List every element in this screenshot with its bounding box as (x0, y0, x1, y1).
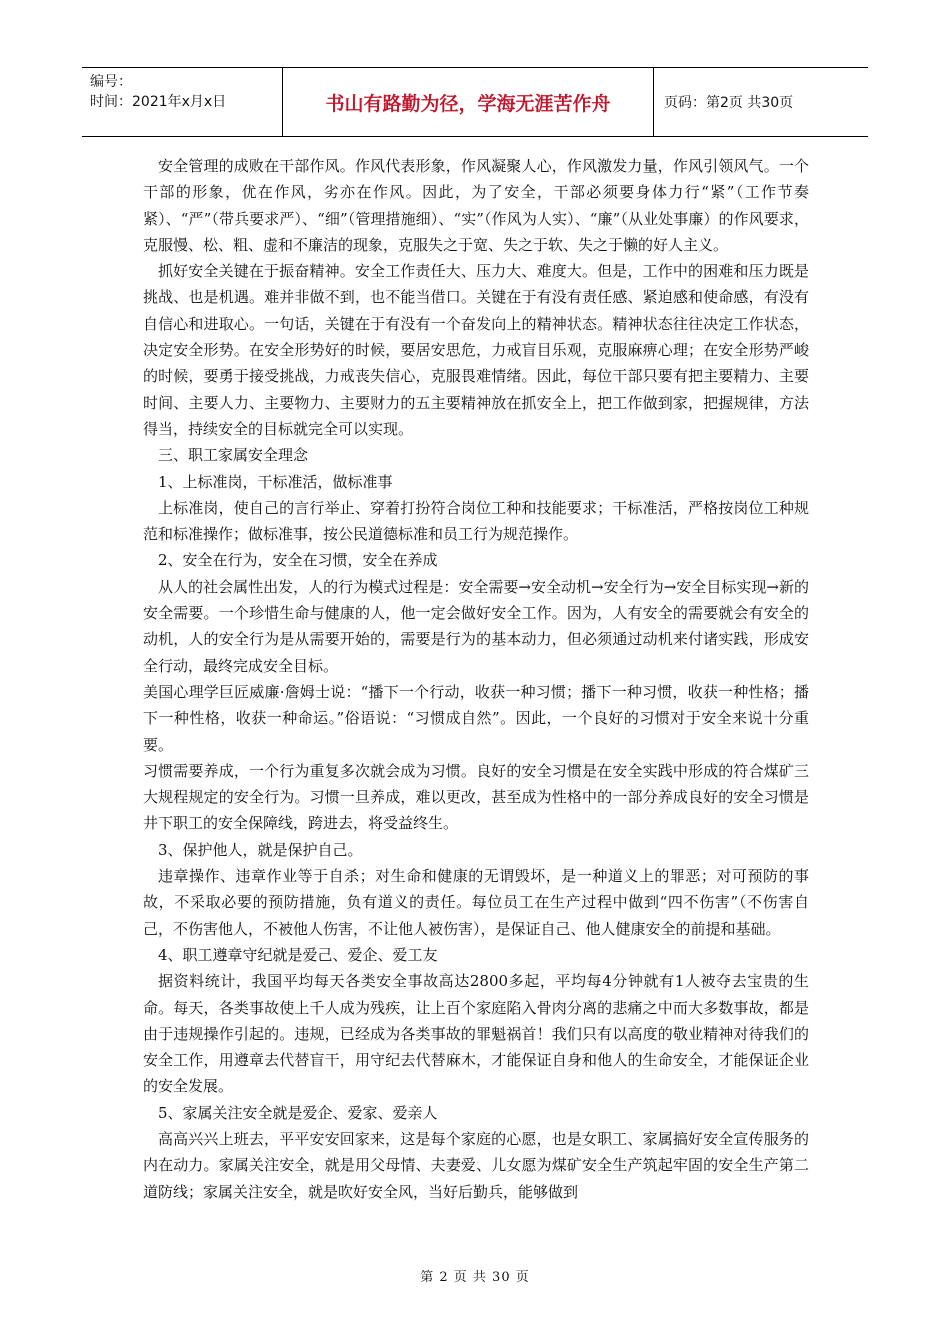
paragraph: 美国心理学巨匠威廉·詹姆士说：“播下一个行动，收获一种习惯；播下一种习惯，收获一种性格；播下一种性格，收获一种命运。”俗语说：“习惯成自然”。因此，一个良好的习惯对于安全来说十分重要。 (143, 682, 809, 754)
paragraph: 安全管理的成败在干部作风。作风代表形象，作风凝聚人心，作风激发力量，作风引领风气。一个干部的形象，优在作风，劣亦在作风。因此，为了安全，干部必须要身体力行“紧”（工作节奏紧）、“严”（带兵要求严）、“细”（管理措施细）、“实”（作风为人实）、“廉”（从业处事廉）的作风要求，克服慢、松、粗、虚和不廉洁的现象，克服失之于宽、失之于软、失之于懒的好人主义。 (143, 157, 809, 254)
page-footer: 第 2 页 共 30 页 (420, 1270, 530, 1285)
subsection-heading: 3、保护他人，就是保护自己。 (158, 840, 363, 859)
header-page-info: 页码：第2页 共30页 (664, 95, 794, 111)
paragraph: 高高兴兴上班去，平平安安回家来，这是每个家庭的心愿，也是女职工、家属搞好安全宣传服务的内在动力。家属关注安全，就是用父母情、夫妻爱、儿女愿为煤矿安全生产筑起牢固的安全生产第二道防线；家属关注安全，就是吹好安全风，当好后勤兵，能够做到 (143, 1129, 809, 1201)
header-motto: 书山有路勤为径，学海无涯苦作舟 (283, 68, 654, 136)
subsection-heading: 4、职工遵章守纪就是爱己、爱企、爱工友 (158, 945, 438, 964)
header-meta (82, 68, 283, 136)
paragraph: 违章操作、违章作业等于自杀；对生命和健康的无谓毁坏，是一种道义上的罪恶；对可预防的事故，不采取必要的预防措施，负有道义的责任。每位员工在生产过程中做到“四不伤害”（不伤害自己，不伤害他人，不被他人伤害，不让他人被伤害），是保证自己、他人健康安全的前提和基础。 (143, 867, 809, 938)
document-time: 时间：2021年x月x日 (90, 94, 227, 110)
page-header (82, 67, 868, 137)
paragraph: 习惯需要养成，一个行为重复多次就会成为习惯。良好的安全习惯是在安全实践中形成的符合煤矿三大规程规定的安全行为。习惯一旦养成，难以更改，甚至成为性格中的一部分养成良好的安全习惯是井下职工的安全保障线，跨进去，将受益终生。 (143, 761, 809, 833)
document-body (143, 153, 809, 1205)
subsection-heading: 2、安全在行为，安全在习惯，安全在养成 (158, 551, 438, 570)
paragraph: 上标准岗，使自己的言行举止、穿着打扮符合岗位工种和技能要求；干标准活，严格按岗位工种规范和标准操作；做标准事，按公民道德标准和员工行为规范操作。 (143, 498, 809, 544)
section-heading: 三、职工家属安全理念 (158, 446, 309, 465)
subsection-heading: 5、家属关注安全就是爱企、爱家、爱亲人 (158, 1103, 438, 1122)
paragraph: 抓好安全关键在于振奋精神。安全工作责任大、压力大、难度大。但是，工作中的困难和压力既是挑战、也是机遇。难并非做不到，也不能当借口。关键在于有没有责任感、紧迫感和使命感，有没有自信心和进取心。一句话，关键在于有没有一个奋发向上的精神状态。精神状态往往决定工作状态，决定安全形势。在安全形势好的时候，要居安思危，力戒盲目乐观，克服麻痹心理；在安全形势严峻的时候，要勇于接受挑战，力戒丧失信心，克服畏难情绪。因此，每位干部只要有把主要精力、主要时间、主要人力、主要物力、主要财力的五主要精神放在抓安全上，把工作做到家，把握规律，方法得当，持续安全的目标就完全可以实现。 (143, 262, 809, 438)
paragraph: 据资料统计，我国平均每天各类安全事故高达2800多起，平均每4分钟就有1人被夺去宝贵的生命。每天，各类事故使上千人成为残疾，让上百个家庭陷入骨肉分离的悲痛之中而大多数事故，都是由于违规操作引起的。违规，已经成为各类事故的罪魁祸首！我们只有以高度的敬业精神对待我们的安全工作，用遵章去代替盲干，用守纪去代替麻木，才能保证自身和他人的生命安全，才能保证企业的安全发展。 (143, 972, 809, 1096)
subsection-heading: 1、上标准岗，干标准活，做标准事 (158, 472, 393, 491)
paragraph: 从人的社会属性出发，人的行为模式过程是：安全需要→安全动机→安全行为→安全目标实现→新的安全需要。一个珍惜生命与健康的人，他一定会做好安全工作。因为，人有安全的需要就会有安全的动机，人的安全行为是从需要开始的，需要是行为的基本动力，但必须通过动机来付诸实践，形成安全行动，最终完成安全目标。 (143, 577, 809, 675)
document-number: 编号： (90, 74, 132, 90)
